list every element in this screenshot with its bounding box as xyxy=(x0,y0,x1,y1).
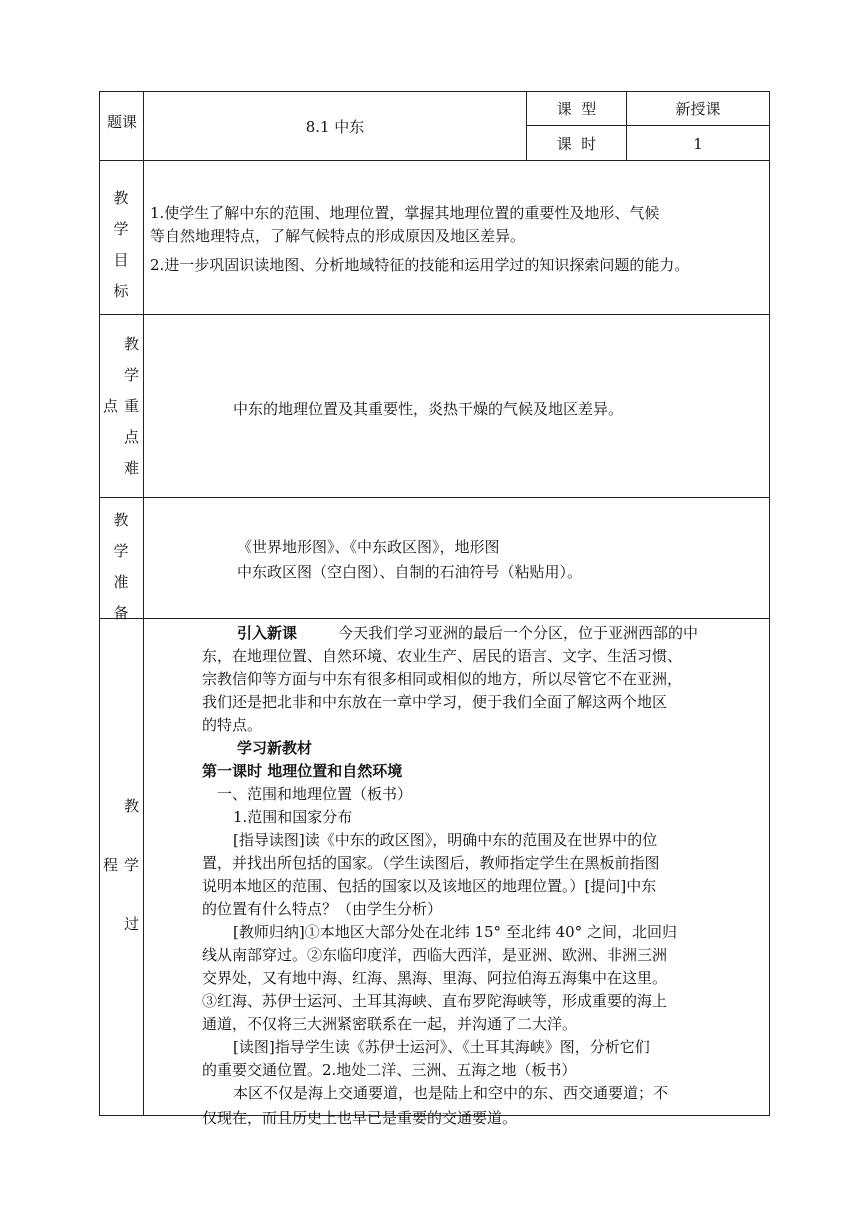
lesson-title: 第一课时 地理位置和自然环境 xyxy=(202,762,403,780)
intro-heading: 引入新课 xyxy=(237,624,298,642)
keypoints-label-text: 教学重点难点 xyxy=(101,335,140,491)
p2-line: ③红海、苏伊士运河、土耳其海峡、直布罗陀海峡等，形成重要的海上 xyxy=(202,992,668,1010)
prep-label-text: 教学准备 xyxy=(111,512,130,636)
keypoints-text: 中东的地理位置及其重要性，炎热干燥的气候及地区差异。 xyxy=(233,400,624,418)
header-divider xyxy=(526,125,770,126)
type-value: 新授课 xyxy=(675,100,721,118)
hours-value: 1 xyxy=(693,135,703,153)
process-label-text: 教学过程 xyxy=(101,797,140,975)
p4-line: 本区不仅是海上交通要道，也是陆上和空中的东、西交通要道；不 xyxy=(233,1084,669,1102)
goals-label xyxy=(99,187,143,317)
section-1-heading: 一、范围和地理位置（板书） xyxy=(217,785,413,803)
p1-line: 置，并找出所包括的国家。（学生读图后，教师指定学生在黑板前指图 xyxy=(202,854,660,872)
sub-1-heading: 1.范围和国家分布 xyxy=(233,808,353,826)
hours-label: 课 时 xyxy=(556,135,597,153)
label-column-divider xyxy=(143,91,144,1116)
lesson-plan-table xyxy=(99,91,770,1116)
row-divider xyxy=(99,618,770,619)
prep-line-2: 中东政区图（空白图）、自制的石油符号（粘贴用）。 xyxy=(237,563,583,581)
prep-label xyxy=(99,509,143,639)
topic-value: 8.1 中东 xyxy=(305,118,365,136)
row-divider xyxy=(99,160,770,161)
p2-line: [教师归纳]①本地区大部分处在北纬 15° 至北纬 40° 之间，北回归 xyxy=(233,923,677,941)
goals-line-2: 等自然地理特点，了解气候特点的形成原因及地区差异。 xyxy=(150,227,526,245)
p1-line: 的位置有什么特点？（由学生分析） xyxy=(202,900,443,918)
intro-line: 我们还是把北非和中东放在一章中学习，便于我们全面了解这两个地区 xyxy=(202,693,668,711)
table-border-right xyxy=(769,91,770,1116)
p3-line: [读图]指导学生读《苏伊士运河》、《土耳其海峡》图，分析它们 xyxy=(233,1038,650,1056)
row-divider xyxy=(99,497,770,498)
p2-line: 交界处，又有地中海、红海、黑海、里海、阿拉伯海五海集中在这里。 xyxy=(202,969,668,987)
topic-label xyxy=(99,105,143,155)
p1-line: [指导读图]读《中东的政区图》，明确中东的范围及在世界中的位 xyxy=(233,831,658,849)
table-border-top xyxy=(99,91,770,92)
type-label: 课 型 xyxy=(556,100,597,118)
process-label xyxy=(99,771,143,1001)
goals-line-3: 2.进一步巩固识读地图、分析地域特征的技能和运用学过的知识探索问题的能力。 xyxy=(150,256,690,274)
keypoints-label xyxy=(99,323,143,503)
intro-line-1: 今天我们学习亚洲的最后一个分区，位于亚洲西部的中 xyxy=(338,624,699,642)
intro-line: 宗教信仰等方面与中东有很多相同或相似的地方，所以尽管它不在亚洲， xyxy=(202,670,683,688)
prep-line-1: 《世界地形图》、《中东政区图》，地形图 xyxy=(237,538,500,556)
intro-line: 东，在地理位置、自然环境、农业生产、居民的语言、文字、生活习惯、 xyxy=(202,647,683,665)
new-material-heading: 学习新教材 xyxy=(237,739,313,757)
p4-line: 仅现在，而且历史上也早已是重要的交通要道。 xyxy=(202,1109,518,1127)
goals-line-1: 1.使学生了解中东的范围、地理位置，掌握其地理位置的重要性及地形、气候 xyxy=(150,204,660,222)
goals-label-text: 教学目标 xyxy=(111,190,130,314)
intro-line: 的特点。 xyxy=(202,716,263,734)
p2-line: 线从南部穿过。②东临印度洋，西临大西洋，是亚洲、欧洲、非洲三洲 xyxy=(202,946,668,964)
p3-line: 的重要交通位置。2.地处二洋、三洲、五海之地（板书） xyxy=(202,1061,577,1079)
topic-label-text: 课题 xyxy=(105,113,138,147)
row-divider xyxy=(99,314,770,315)
p2-line: 通道，不仅将三大洲紧密联系在一起，并沟通了二大洋。 xyxy=(202,1015,578,1033)
p1-line: 说明本地区的范围、包括的国家以及该地区的地理位置。）[提问]中东 xyxy=(202,877,657,895)
